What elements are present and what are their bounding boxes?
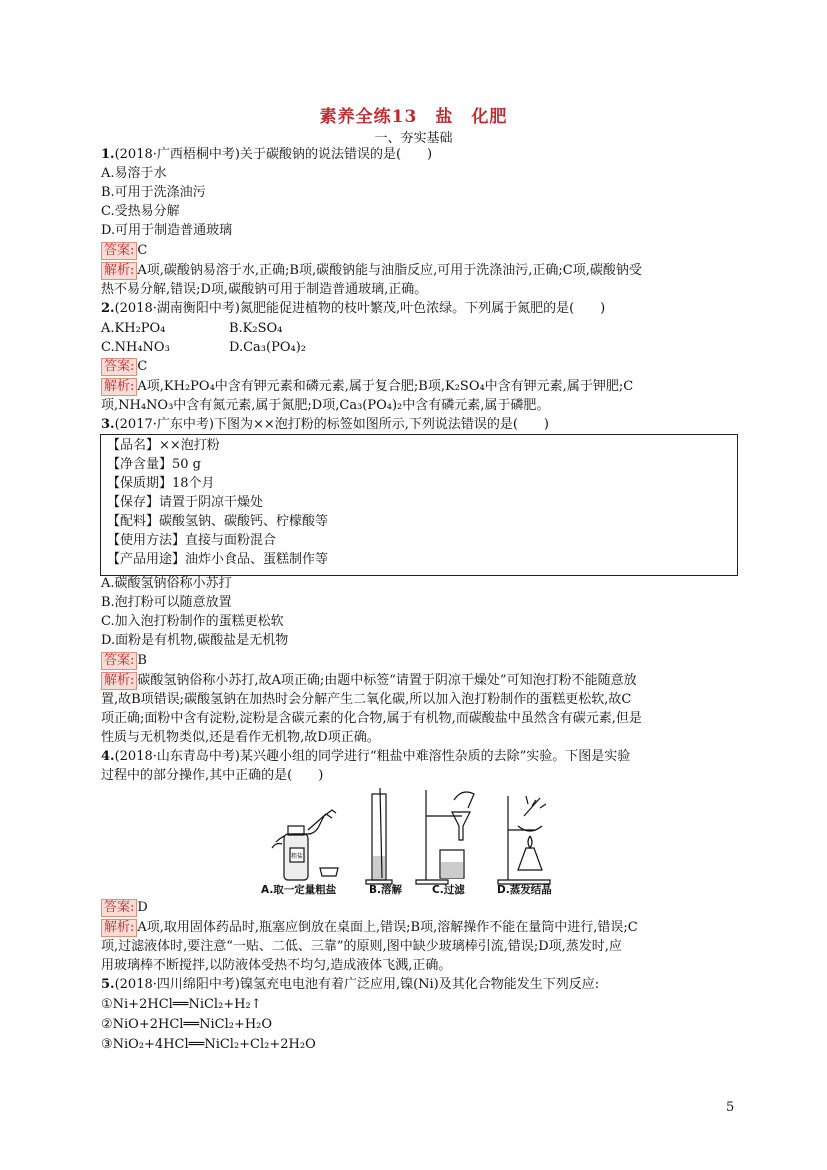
q4-analysis-line-3: 用玻璃棒不断搅拌,以防液体受热不均匀,造成液体飞溅,正确。 [101, 958, 452, 973]
q3-option-d: D.面粉是有机物,碳酸盐是无机物 [101, 633, 289, 648]
q1-option-c: C.受热易分解 [101, 204, 180, 219]
q5-number: 5. [101, 977, 115, 992]
page-title: 素养全练13 盐 化肥 [319, 107, 508, 127]
label-row-ingredients: 【配料】碳酸氢钠、碳酸钙、柠檬酸等 [107, 514, 329, 529]
q1-analysis-line-1 [101, 261, 642, 280]
q4-answer-value: D [137, 900, 148, 915]
q3-number: 3. [101, 417, 115, 432]
q5-reaction-1: ①Ni+2HCl══NiCl₂+H₂↑ [101, 997, 262, 1012]
caption-d: D.蒸发结晶 [497, 884, 552, 896]
section-heading: 一、夯实基础 [374, 131, 453, 146]
q2-analysis-line-2: 项,NH₄NO₃中含有氮元素,属于氮肥;D项,Ca₃(PO₄)₂中含有磷元素,属于磷肥。 [101, 398, 550, 413]
q5-stem-text: (2018·四川绵阳中考)镍氢充电电池有着广泛应用,镍(Ni)及其化合物能发生下列反应: [114, 977, 600, 992]
product-label-box [100, 434, 738, 576]
q3-analysis-line-2: 置,故B项错误;碳酸氢钠在加热时会分解产生二氧化碳,所以加入泡打粉制作的蛋糕更松软,故C [101, 692, 632, 707]
q3-stem-text: (2017·广东中考)下图为××泡打粉的标签如图所示,下列说法错误的是( ) [114, 417, 549, 432]
q2-analysis-text-1: A项,KH₂PO₄中含有钾元素和磷元素,属于复合肥;B项,K₂SO₄中含有钾元素,属于钾肥;C [137, 379, 634, 394]
q2-option-d: D.Ca₃(PO₄)₂ [229, 340, 306, 355]
label-row-purpose: 【产品用途】油炸小食品、蛋糕制作等 [107, 552, 329, 567]
label-row-storage: 【保存】请置于阴凉干燥处 [107, 495, 264, 510]
q4-analysis-line-2: 项,过滤液体时,要注意“一贴、二低、三靠”的原则,图中缺少玻璃棒引流,错误;D项,蒸发时,应 [101, 939, 622, 954]
analysis-tag: 解析: [101, 378, 137, 396]
experiment-figure [262, 786, 582, 896]
answer-tag: 答案: [101, 242, 137, 260]
q4-stem-line-1 [101, 747, 630, 766]
answer-tag: 答案: [101, 652, 137, 670]
label-row-usage: 【使用方法】直接与面粉混合 [107, 533, 277, 548]
analysis-tag: 解析: [101, 919, 137, 937]
q5-reaction-2: ②NiO+2HCl══NiCl₂+H₂O [101, 1017, 273, 1032]
label-row-shelf-life: 【保质期】18个月 [107, 476, 215, 491]
figure-c-filter [416, 790, 474, 884]
q3-answer [101, 651, 147, 670]
q2-option-c: C.NH₄NO₃ [101, 340, 170, 355]
caption-b: B.溶解 [369, 884, 402, 896]
analysis-tag: 解析: [101, 262, 137, 280]
answer-tag: 答案: [101, 899, 137, 917]
q2-analysis-line-1 [101, 377, 633, 396]
q3-analysis-line-1 [101, 671, 637, 690]
q4-number: 4. [101, 749, 115, 764]
q3-analysis-text-1: 碳酸氢钠俗称小苏打,故A项正确;由题中标签“请置于阴凉干燥处”可知泡打粉不能随意放 [137, 673, 637, 688]
bottle-label: 粗盐 [290, 853, 304, 860]
q1-stem-text: (2018·广西梧桐中考)关于碳酸钠的说法错误的是( ) [114, 147, 433, 162]
q4-analysis-text-1: A项,取用固体药品时,瓶塞应倒放在桌面上,错误;B项,溶解操作不能在量筒中进行,错误;C [137, 920, 638, 935]
answer-tag: 答案: [101, 358, 137, 376]
q1-answer [101, 241, 147, 260]
q1-option-b: B.可用于洗涤油污 [101, 185, 206, 200]
analysis-tag: 解析: [101, 672, 137, 690]
caption-c: C.过滤 [432, 884, 465, 896]
q3-analysis-line-4: 性质与无机物类似,还是看作无机物,故D项正确。 [101, 730, 380, 745]
q1-option-a: A.易溶于水 [101, 166, 167, 181]
q1-option-d: D.可用于制造普通玻璃 [101, 223, 233, 238]
q2-stem [101, 299, 605, 318]
q2-answer-value: C [137, 359, 148, 374]
label-row-net-content: 【净含量】50 g [107, 457, 201, 472]
figure-a-take-salt [272, 810, 338, 880]
q1-analysis-line-2: 热不易分解,错误;D项,碳酸钠可用于制造普通玻璃,正确。 [101, 282, 428, 297]
q4-answer [101, 898, 148, 917]
q3-stem [101, 415, 549, 434]
q4-stem-line-2: 过程中的部分操作,其中正确的是( ) [101, 768, 324, 783]
q5-reaction-3: ③NiO₂+4HCl══NiCl₂+Cl₂+2H₂O [101, 1037, 316, 1052]
q3-answer-value: B [137, 653, 147, 668]
q2-stem-text: (2018·湖南衡阳中考)氮肥能促进植物的枝叶繁茂,叶色浓绿。下列属于氮肥的是( ) [114, 301, 606, 316]
q4-stem-text-1: (2018·山东青岛中考)某兴趣小组的同学进行“粗盐中难溶性杂质的去除”实验。下图是实验 [114, 749, 631, 764]
q3-option-c: C.加入泡打粉制作的蛋糕更松软 [101, 614, 284, 629]
q2-answer [101, 357, 147, 376]
caption-a: A.取一定量粗盐 [261, 884, 337, 896]
figure-b-dissolve [366, 788, 392, 884]
page-number: 5 [726, 1100, 735, 1115]
label-row-name: 【品名】××泡打粉 [107, 438, 220, 453]
q3-option-a: A.碳酸氢钠俗称小苏打 [101, 576, 232, 591]
q1-stem [101, 145, 432, 164]
q3-analysis-line-3: 项正确;面粉中含有淀粉,淀粉是含碳元素的化合物,属于有机物,而碳酸盐中虽然含有碳元素,但是 [101, 711, 642, 726]
q2-option-a: A.KH₂PO₄ [101, 321, 166, 336]
q2-number: 2. [101, 301, 115, 316]
q4-analysis-line-1 [101, 918, 638, 937]
q5-stem [101, 975, 599, 994]
q1-analysis-text-1: A项,碳酸钠易溶于水,正确;B项,碳酸钠能与油脂反应,可用于洗涤油污,正确;C项,碳酸钠受 [137, 263, 642, 278]
figure-d-evaporate [498, 796, 550, 884]
q1-number: 1. [101, 147, 115, 162]
q2-option-b: B.K₂SO₄ [229, 321, 283, 336]
q1-answer-value: C [137, 243, 148, 258]
q3-option-b: B.泡打粉可以随意放置 [101, 595, 232, 610]
